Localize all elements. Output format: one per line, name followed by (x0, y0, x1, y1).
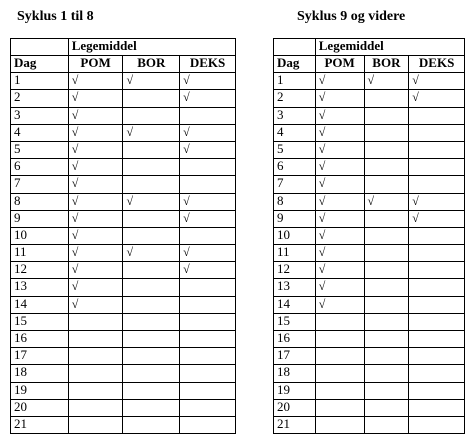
bor-cell (123, 176, 180, 193)
table-row (11, 124, 236, 141)
deks-cell (409, 296, 465, 313)
day-cell: 17 (274, 348, 316, 365)
pom-cell: √ (68, 262, 123, 279)
deks-cell (180, 365, 236, 382)
table-row (274, 141, 465, 158)
day-cell: 5 (11, 141, 69, 158)
group-header-row (11, 39, 236, 56)
bor-cell (364, 382, 409, 399)
deks-cell (409, 279, 465, 296)
deks-cell: √ (180, 90, 236, 107)
day-cell: 13 (274, 279, 316, 296)
pom-cell (315, 313, 364, 330)
pom-cell (68, 399, 123, 416)
deks-cell: √ (180, 210, 236, 227)
deks-cell (180, 227, 236, 244)
table-row (11, 348, 236, 365)
deks-cell (409, 262, 465, 279)
deks-cell (409, 382, 465, 399)
bor-cell (364, 124, 409, 141)
day-cell: 21 (274, 416, 316, 433)
table-row (11, 365, 236, 382)
table-row (11, 279, 236, 296)
table-row (274, 245, 465, 262)
bor-cell (364, 365, 409, 382)
bor-cell (123, 331, 180, 348)
bor-cell: √ (123, 245, 180, 262)
table-row (11, 107, 236, 124)
bor-cell (123, 365, 180, 382)
pom-cell: √ (68, 279, 123, 296)
table-row (11, 73, 236, 90)
deks-cell (409, 245, 465, 262)
deks-cell: √ (180, 141, 236, 158)
table-title: Syklus 9 og videre (297, 9, 406, 24)
day-cell: 20 (274, 399, 316, 416)
empty-corner-cell (11, 39, 69, 56)
schedule-table (10, 38, 236, 434)
bor-cell (364, 313, 409, 330)
day-cell: 12 (274, 262, 316, 279)
table-row (274, 159, 465, 176)
pom-cell: √ (68, 107, 123, 124)
day-cell: 16 (11, 331, 69, 348)
pom-cell: √ (68, 124, 123, 141)
day-cell: 14 (274, 296, 316, 313)
bor-cell (123, 416, 180, 433)
pom-cell: √ (315, 90, 364, 107)
table-row (274, 193, 465, 210)
table-row (274, 365, 465, 382)
bor-cell (123, 399, 180, 416)
empty-corner-cell (274, 39, 316, 56)
pom-cell: √ (315, 296, 364, 313)
deks-cell: √ (180, 245, 236, 262)
day-cell: 18 (11, 365, 69, 382)
deks-cell (409, 227, 465, 244)
table-row (274, 107, 465, 124)
day-cell: 8 (11, 193, 69, 210)
bor-cell (364, 176, 409, 193)
column-header-bor: BOR (364, 56, 409, 73)
bor-cell (364, 399, 409, 416)
day-cell: 10 (11, 227, 69, 244)
day-cell: 13 (11, 279, 69, 296)
pom-cell: √ (68, 296, 123, 313)
pom-cell: √ (68, 176, 123, 193)
pom-cell: √ (68, 210, 123, 227)
deks-cell: √ (409, 193, 465, 210)
deks-cell (409, 331, 465, 348)
day-cell: 7 (11, 176, 69, 193)
day-cell: 19 (274, 382, 316, 399)
bor-cell (123, 279, 180, 296)
bor-cell (123, 107, 180, 124)
day-cell: 7 (274, 176, 316, 193)
deks-cell (409, 141, 465, 158)
table-row (274, 90, 465, 107)
column-header-deks: DEKS (409, 56, 465, 73)
deks-cell (409, 399, 465, 416)
deks-cell (409, 313, 465, 330)
table-row (11, 313, 236, 330)
deks-cell (180, 279, 236, 296)
pom-cell: √ (315, 124, 364, 141)
table-row (274, 296, 465, 313)
bor-cell (364, 245, 409, 262)
table-row (11, 399, 236, 416)
table-row (11, 227, 236, 244)
day-cell: 3 (274, 107, 316, 124)
bor-cell (364, 159, 409, 176)
bor-cell (364, 331, 409, 348)
bor-cell (123, 262, 180, 279)
column-header-dag: Dag (274, 56, 316, 73)
day-cell: 15 (274, 313, 316, 330)
table-row (274, 176, 465, 193)
bor-cell: √ (364, 193, 409, 210)
table-row (274, 313, 465, 330)
pom-cell (315, 382, 364, 399)
column-header-pom: POM (68, 56, 123, 73)
pom-cell: √ (315, 245, 364, 262)
table-row (274, 279, 465, 296)
deks-cell (409, 176, 465, 193)
table-row (11, 296, 236, 313)
deks-cell (180, 296, 236, 313)
day-cell: 11 (11, 245, 69, 262)
deks-cell (180, 159, 236, 176)
pom-cell (68, 365, 123, 382)
bor-cell (123, 382, 180, 399)
deks-cell: √ (409, 73, 465, 90)
deks-cell: √ (180, 124, 236, 141)
day-cell: 21 (11, 416, 69, 433)
pom-cell: √ (68, 159, 123, 176)
table-row (11, 193, 236, 210)
table-row (11, 210, 236, 227)
pom-cell: √ (68, 245, 123, 262)
deks-cell (409, 107, 465, 124)
pom-cell: √ (68, 193, 123, 210)
day-cell: 4 (11, 124, 69, 141)
pom-cell: √ (315, 193, 364, 210)
bor-cell (123, 313, 180, 330)
table-row (11, 262, 236, 279)
table-row (274, 331, 465, 348)
table-row (274, 73, 465, 90)
pom-cell: √ (315, 73, 364, 90)
pom-cell (315, 399, 364, 416)
bor-cell (364, 210, 409, 227)
day-cell: 17 (11, 348, 69, 365)
bor-cell (123, 348, 180, 365)
deks-cell (409, 348, 465, 365)
column-header-bor: BOR (123, 56, 180, 73)
deks-cell (409, 416, 465, 433)
pom-cell (315, 365, 364, 382)
day-cell: 1 (11, 73, 69, 90)
table-row (274, 227, 465, 244)
pom-cell: √ (68, 227, 123, 244)
table-row (11, 159, 236, 176)
pom-cell: √ (315, 159, 364, 176)
table-row (11, 141, 236, 158)
column-header-deks: DEKS (180, 56, 236, 73)
deks-cell: √ (180, 262, 236, 279)
deks-cell: √ (180, 193, 236, 210)
table-row (274, 348, 465, 365)
deks-cell (180, 348, 236, 365)
schedule-table (273, 38, 465, 434)
pom-cell (68, 382, 123, 399)
bor-cell (364, 262, 409, 279)
deks-cell (180, 313, 236, 330)
pom-cell: √ (68, 141, 123, 158)
deks-cell (180, 107, 236, 124)
day-cell: 6 (274, 159, 316, 176)
day-cell: 18 (274, 365, 316, 382)
deks-cell (180, 382, 236, 399)
table-row (11, 382, 236, 399)
bor-cell (123, 159, 180, 176)
pom-cell (315, 348, 364, 365)
day-cell: 14 (11, 296, 69, 313)
pom-cell: √ (315, 262, 364, 279)
bor-cell (123, 141, 180, 158)
bor-cell (123, 210, 180, 227)
table-row (274, 399, 465, 416)
table-row (274, 416, 465, 433)
pom-cell: √ (68, 73, 123, 90)
deks-cell: √ (409, 90, 465, 107)
column-header-pom: POM (315, 56, 364, 73)
table-row (11, 331, 236, 348)
deks-cell (180, 416, 236, 433)
bor-cell (364, 90, 409, 107)
bor-cell (364, 416, 409, 433)
column-header-row (274, 56, 465, 73)
day-cell: 10 (274, 227, 316, 244)
pom-cell: √ (315, 227, 364, 244)
bor-cell (364, 348, 409, 365)
group-header-row (274, 39, 465, 56)
bor-cell: √ (123, 73, 180, 90)
day-cell: 5 (274, 141, 316, 158)
pom-cell: √ (68, 90, 123, 107)
table-row (11, 416, 236, 433)
bor-cell (123, 227, 180, 244)
day-cell: 9 (11, 210, 69, 227)
pom-cell (68, 331, 123, 348)
deks-cell: √ (409, 210, 465, 227)
day-cell: 3 (11, 107, 69, 124)
pom-cell: √ (315, 141, 364, 158)
column-header-dag: Dag (11, 56, 69, 73)
column-header-row (11, 56, 236, 73)
bor-cell (364, 141, 409, 158)
day-cell: 8 (274, 193, 316, 210)
day-cell: 20 (11, 399, 69, 416)
group-header: Legemiddel (68, 39, 235, 56)
pom-cell (315, 331, 364, 348)
day-cell: 4 (274, 124, 316, 141)
table-row (11, 90, 236, 107)
table-row (274, 210, 465, 227)
table-title: Syklus 1 til 8 (17, 9, 94, 24)
bor-cell: √ (123, 124, 180, 141)
deks-cell (180, 176, 236, 193)
pom-cell (68, 416, 123, 433)
day-cell: 19 (11, 382, 69, 399)
day-cell: 2 (11, 90, 69, 107)
day-cell: 2 (274, 90, 316, 107)
day-cell: 1 (274, 73, 316, 90)
day-cell: 9 (274, 210, 316, 227)
pom-cell: √ (315, 279, 364, 296)
group-header: Legemiddel (315, 39, 464, 56)
pom-cell: √ (315, 210, 364, 227)
day-cell: 15 (11, 313, 69, 330)
deks-cell (409, 124, 465, 141)
table-row (274, 382, 465, 399)
bor-cell (123, 90, 180, 107)
pom-cell (315, 416, 364, 433)
pom-cell (68, 313, 123, 330)
bor-cell (364, 296, 409, 313)
pom-cell (68, 348, 123, 365)
day-cell: 12 (11, 262, 69, 279)
table-row (274, 124, 465, 141)
day-cell: 6 (11, 159, 69, 176)
table-row (274, 262, 465, 279)
table-row (11, 245, 236, 262)
day-cell: 16 (274, 331, 316, 348)
pom-cell: √ (315, 107, 364, 124)
bor-cell (123, 296, 180, 313)
deks-cell (409, 159, 465, 176)
bor-cell (364, 107, 409, 124)
bor-cell (364, 279, 409, 296)
bor-cell (364, 227, 409, 244)
bor-cell: √ (123, 193, 180, 210)
day-cell: 11 (274, 245, 316, 262)
pom-cell: √ (315, 176, 364, 193)
deks-cell (409, 365, 465, 382)
deks-cell (180, 331, 236, 348)
deks-cell (180, 399, 236, 416)
bor-cell: √ (364, 73, 409, 90)
table-row (11, 176, 236, 193)
deks-cell: √ (180, 73, 236, 90)
